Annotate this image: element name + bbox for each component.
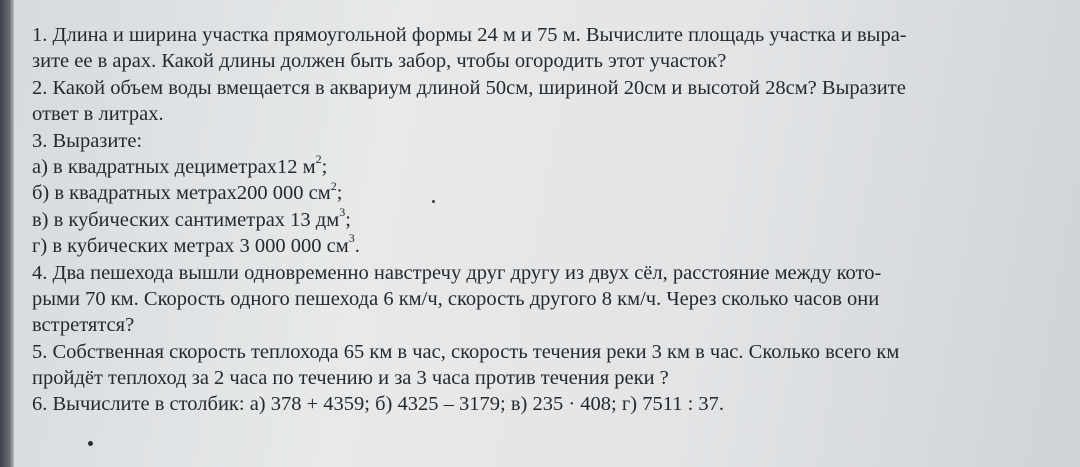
- task-2-line-2: ответ в литрах.: [32, 103, 164, 126]
- task-3c-exponent: 3: [339, 204, 346, 219]
- task-1-line-1: 1. Длина и ширина участка прямоугольной формы 24 м и 75 м. Вычислите площадь участка и выра-: [32, 24, 907, 46]
- task-4-line-3: встретятся?: [32, 314, 135, 337]
- ink-dot: [432, 200, 435, 203]
- task-3c-end: ;: [345, 208, 351, 231]
- task-3d: [32, 233, 1072, 259]
- page-edge-shadow: [0, 0, 14, 467]
- task-3a: [32, 154, 1072, 180]
- task-4-line-1: 4. Два пешехода вышли одновременно навстречу друг другу из двух сёл, расстояние между кото-: [32, 261, 882, 284]
- task-3-heading: 3. Выразите:: [32, 129, 143, 152]
- task-3c-text: в) в кубических сантиметрах 13 дм: [32, 208, 340, 231]
- task-3b: [32, 180, 1072, 206]
- task-1-line-2: зите ее в арах. Какой длины должен быть забор, чтобы огородить этот участок?: [32, 50, 727, 73]
- ink-dot: [88, 441, 93, 446]
- task-5-line-1: 5. Собственная скорость теплохода 65 км в час, скорость течения реки 3 км в час. Сколько всего км: [32, 340, 900, 363]
- task-4-line-2: рыми 70 км. Скорость одного пешехода 6 км/ч, скорость другого 8 км/ч. Через сколько часов они: [32, 287, 880, 310]
- task-2-line-1: 2. Какой объем воды вмещается в аквариум длиной 50см, шириной 20см и высотой 28см? Выразите: [32, 76, 906, 99]
- task-3c: [32, 204, 1072, 233]
- task-3b-exponent: 2: [330, 178, 337, 193]
- task-3a-exponent: 2: [315, 152, 322, 167]
- task-3b-end: ;: [336, 182, 343, 205]
- task-3a-text: а) в квадратных дециметрах12 м: [32, 155, 316, 178]
- task-5-line-2: пройдёт теплоход за 2 часа по течению и за 3 часа против течения реки ?: [32, 367, 669, 390]
- task-list: [32, 22, 1072, 418]
- task-3d-text: г) в кубических метрах 3 000 000 см: [32, 235, 349, 258]
- task-6-line: 6. Вычислите в столбик: а) 378 + 4359; б) 4325 – 3179; в) 235 · 408; г) 7511 : 37.: [32, 393, 725, 416]
- task-3d-exponent: 3: [348, 231, 355, 246]
- task-3b-text: б) в квадратных метрах200 000 см: [32, 182, 331, 205]
- task-3d-end: .: [354, 235, 360, 258]
- task-3a-end: ;: [321, 155, 328, 178]
